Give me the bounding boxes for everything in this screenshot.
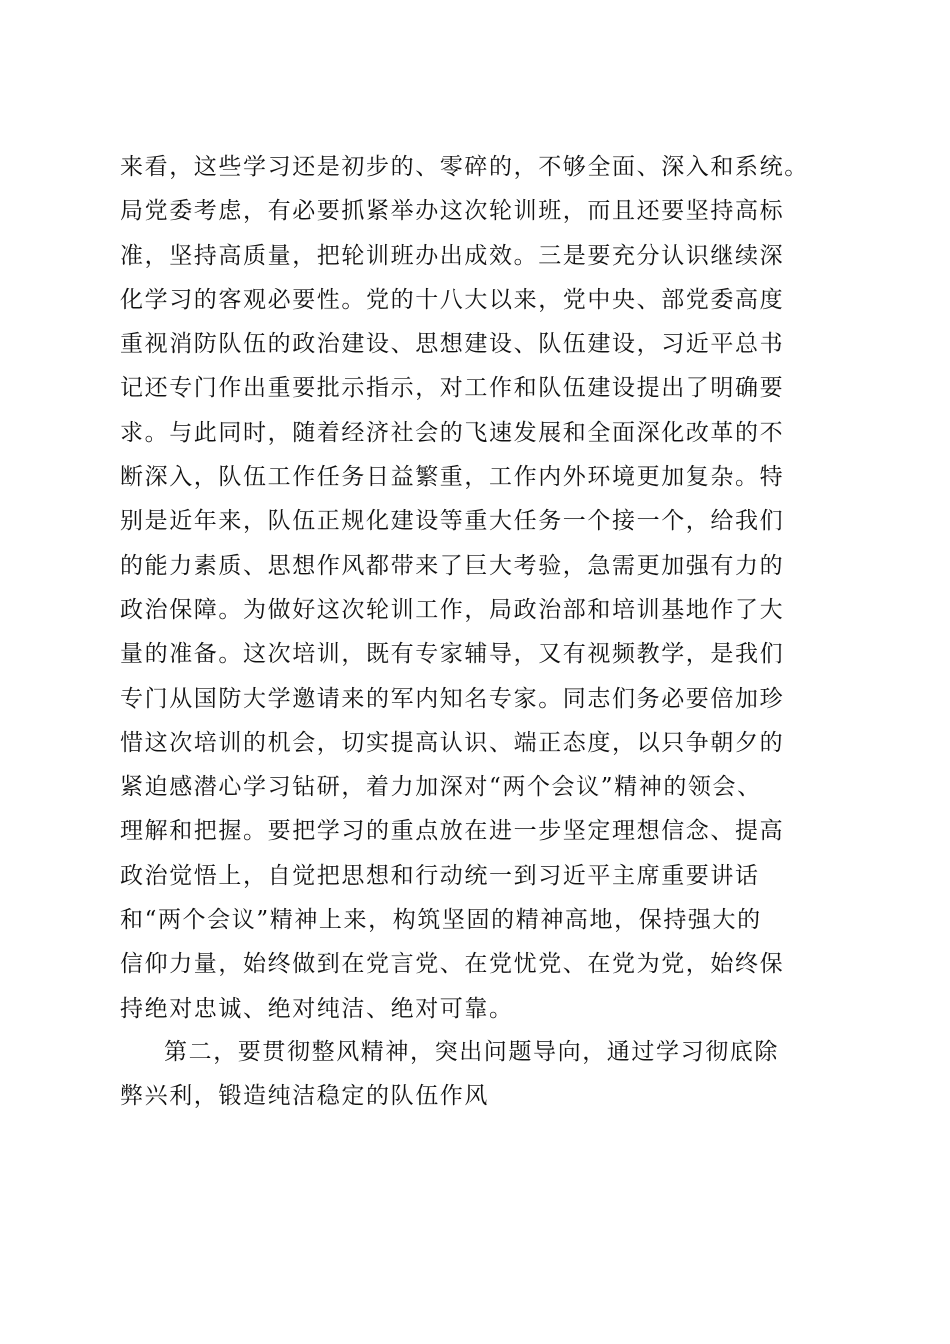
text-line: 紧迫感潜心学习钻研，着力加深对“两个会议”精神的领会、: [120, 774, 762, 801]
text-line: 惜这次培训的机会，切实提高认识、端正态度，以只争朝夕的: [120, 729, 785, 756]
heading-line: 弊兴利，锻造纯洁稳定的队伍作风: [120, 1083, 489, 1110]
text-line: 局党委考虑，有必要抓紧举办这次轮训班，而且还要坚持高标: [120, 198, 785, 225]
text-line: 持绝对忠诚、绝对纯洁、绝对可靠。: [120, 995, 514, 1022]
text-line: 准，坚持高质量，把轮训班办出成效。三是要充分认识继续深: [120, 242, 785, 269]
section-heading-paragraph: [120, 1030, 846, 1119]
body-paragraph: [120, 145, 846, 1031]
text-line: 专门从国防大学邀请来的军内知名专家。同志们务必要倍加珍: [120, 685, 785, 712]
text-line: 信仰力量，始终做到在党言党、在党忧党、在党为党，始终保: [120, 951, 785, 978]
text-line: 别是近年来，队伍正规化建设等重大任务一个接一个，给我们: [120, 508, 785, 535]
heading-line: 第二，要贯彻整风精神，突出问题导向，通过学习彻底除: [164, 1039, 779, 1065]
text-line: 化学习的客观必要性。党的十八大以来，党中央、部党委高度: [120, 286, 785, 313]
text-line: 量的准备。这次培训，既有专家辅导，又有视频教学，是我们: [120, 641, 785, 668]
text-line: 重视消防队伍的政治建设、思想建设、队伍建设，习近平总书: [120, 331, 785, 358]
text-line: 政治保障。为做好这次轮训工作，局政治部和培训基地作了大: [120, 596, 785, 623]
text-line: 来看，这些学习还是初步的、零碎的，不够全面、深入和系统。: [120, 154, 809, 180]
text-line: 求。与此同时，随着经济社会的飞速发展和全面深化改革的不: [120, 419, 785, 446]
text-line: 和“两个会议”精神上来，构筑坚固的精神高地，保持强大的: [120, 907, 762, 934]
text-line: 理解和把握。要把学习的重点放在进一步坚定理想信念、提高: [120, 818, 785, 845]
text-line: 的能力素质、思想作风都带来了巨大考验，急需更加强有力的: [120, 552, 785, 579]
text-line: 断深入，队伍工作任务日益繁重，工作内外环境更加复杂。特: [120, 464, 785, 491]
text-line: 记还专门作出重要批示指示，对工作和队伍建设提出了明确要: [120, 375, 785, 402]
text-line: 政治觉悟上，自觉把思想和行动统一到习近平主席重要讲话: [120, 862, 760, 889]
